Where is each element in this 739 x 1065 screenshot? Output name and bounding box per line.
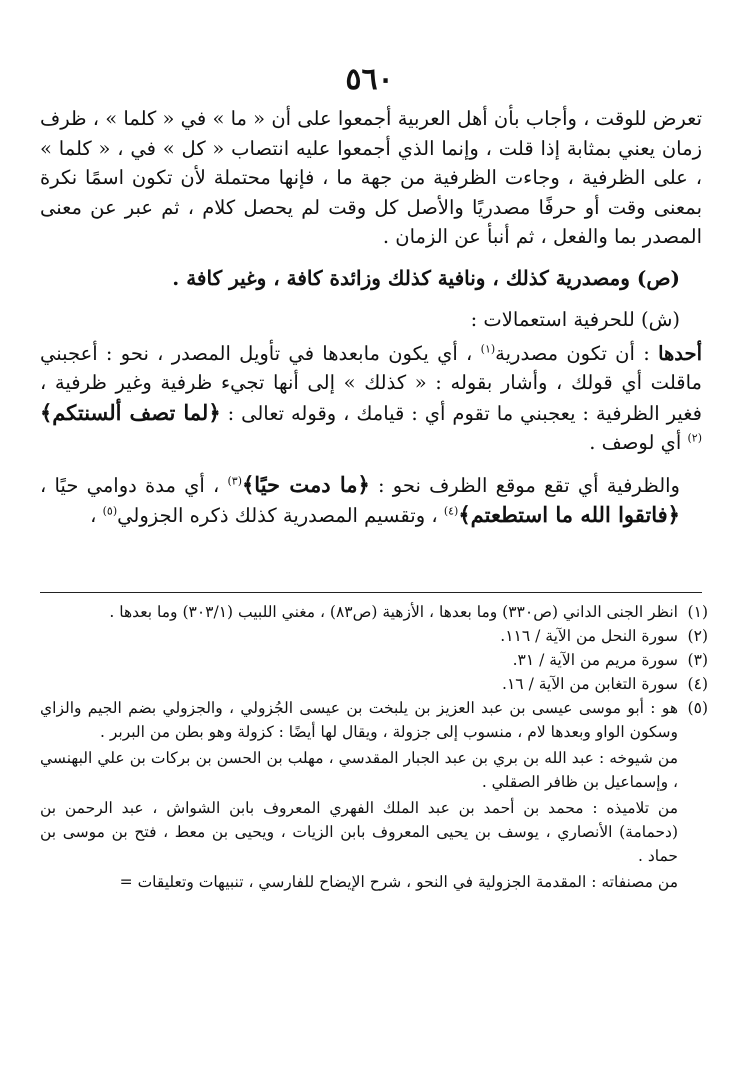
footnote-ref-1: (١) [480,342,496,355]
footnote-number: (١) [687,603,708,621]
first-text-b: ، أي يكون مابعدها في تأويل المصدر ، نحو : أعجبني ماقلت أي قولك ، وأشار بقوله : « كذلك » إلى أنها تجيء ظرفية وغير ظرفية ، فغير الظرفية : يعجبني ما تقوم أي : قيامك ، وقوله تعالى : [40,341,703,425]
footnote-number: (٣) [687,651,708,669]
paragraph-first-use [40,339,702,458]
footnote-number: (٢) [687,627,708,645]
footnote-ref-4: (٤) [443,504,459,518]
footnote-text [40,696,678,894]
footnote-text: سورة مريم من الآية / ٣١. [512,651,678,669]
footnote-ref-3: (٣) [227,474,242,487]
footnote-ref-2: (٢) [687,431,702,445]
sharh-intro: (ش) للحرفية استعمالات : [470,308,680,331]
footnote-5-students: من تلاميذه : محمد بن أحمد بن عبد الملك الفهري المعروف بابن الشواش ، عبد الرحمن بن (دحمامة) الأنصاري ، يوسف بن يحيى المعروف بابن الزيات ، ويحيى بن معط ، فتح بن موسى بن حماد . [40,799,678,865]
footnote-5-teachers: من شيوخه : عبد الله بن بري بن عبد الجبار المقدسي ، مهلب بن الحسن بن بركات بن علي البهنسي ، وإسماعيل بن ظافر الصقلي . [40,749,678,791]
paragraph-zarfiyya [40,470,702,531]
first-text-c: أي لوصف . [589,431,682,454]
footnote-4 [40,672,708,696]
footnote-text: سورة التغابن من الآية / ١٦. [502,675,678,693]
paragraph-continuation: تعرض للوقت ، وأجاب بأن أهل العربية أجمعوا على أن « ما » في « كلما » ، ظرف زمان يعني بمثابة إذا قلت ، وإنما الذي أجمعوا عليه انتصاب « كل » في ، « كلما » ، على الظرفية ، وجاءت الظرفية من جهة ما ، فإنها محتملة لأن تكون اسمًا نكرة بمعنى وقت أو حرفًا مصدريًا والأصل كل وقت لم يحصل كلام ، ثم عبر عن معنى المصدر بما والفعل ، ثم أنبأ عن الزمان . [40,107,702,248]
quran-quote: ﴿لما تصف ألسنتكم﴾ [40,399,221,425]
quran-quote: ﴿ما دمت حيًا﴾ [241,471,370,497]
footnote-1 [40,600,708,624]
second-text-a: والظرفية أي تقع موقع الظرف نحو : [378,473,680,497]
page-number: ٥٦٠ [345,62,394,97]
footnote-5-bio: هو : أبو موسى عيسى بن عبد العزيز بن يلبخت بن عيسى الجُزولي ، والجزولي بضم الجيم والزاي وسكون الواو وبعدها لام ، منسوب إلى جزولة ، ويقال لها أيضًا : كزولة وهو بطن من البربر . [40,699,678,741]
quran-quote: ﴿فاتقوا الله ما استطعتم﴾ [458,502,680,527]
first-text-a: : أن تكون مصدرية [495,341,650,365]
footnote-number: (٥) [687,699,708,717]
second-text-c: ، وتقسيم المصدرية كذلك ذكره الجزولي [117,504,438,527]
second-text-b: ، أي مدة دوامي حيًا ، [40,473,220,497]
main-text [40,104,702,531]
footnote-2 [40,624,708,648]
footnote-number: (٤) [687,675,708,693]
footnote-5-works: من مصنفاته : المقدمة الجزولية في النحو ، شرح الإيضاح للفارسي ، تنبيهات وتعليقات = [119,873,678,891]
second-text-d: ، [90,504,97,527]
footnote-5 [40,696,708,894]
footnotes [40,600,708,894]
footnote-text: سورة النحل من الآية / ١١٦. [500,627,678,645]
footnote-3 [40,648,708,672]
footnote-text: انظر الجنى الداني (ص٣٣٠) وما بعدها ، الأزهية (ص٨٣) ، مغني اللبيب (٣٠٣/١) وما بعدها . [109,603,678,621]
first-label: أحدها [658,341,702,365]
footnote-ref-5: (٥) [102,504,118,518]
footnote-separator [40,592,702,593]
matn-text: (ص) ومصدرية كذلك ، ونافية كذلك وزائدة كافة ، وغير كافة . [172,265,680,290]
